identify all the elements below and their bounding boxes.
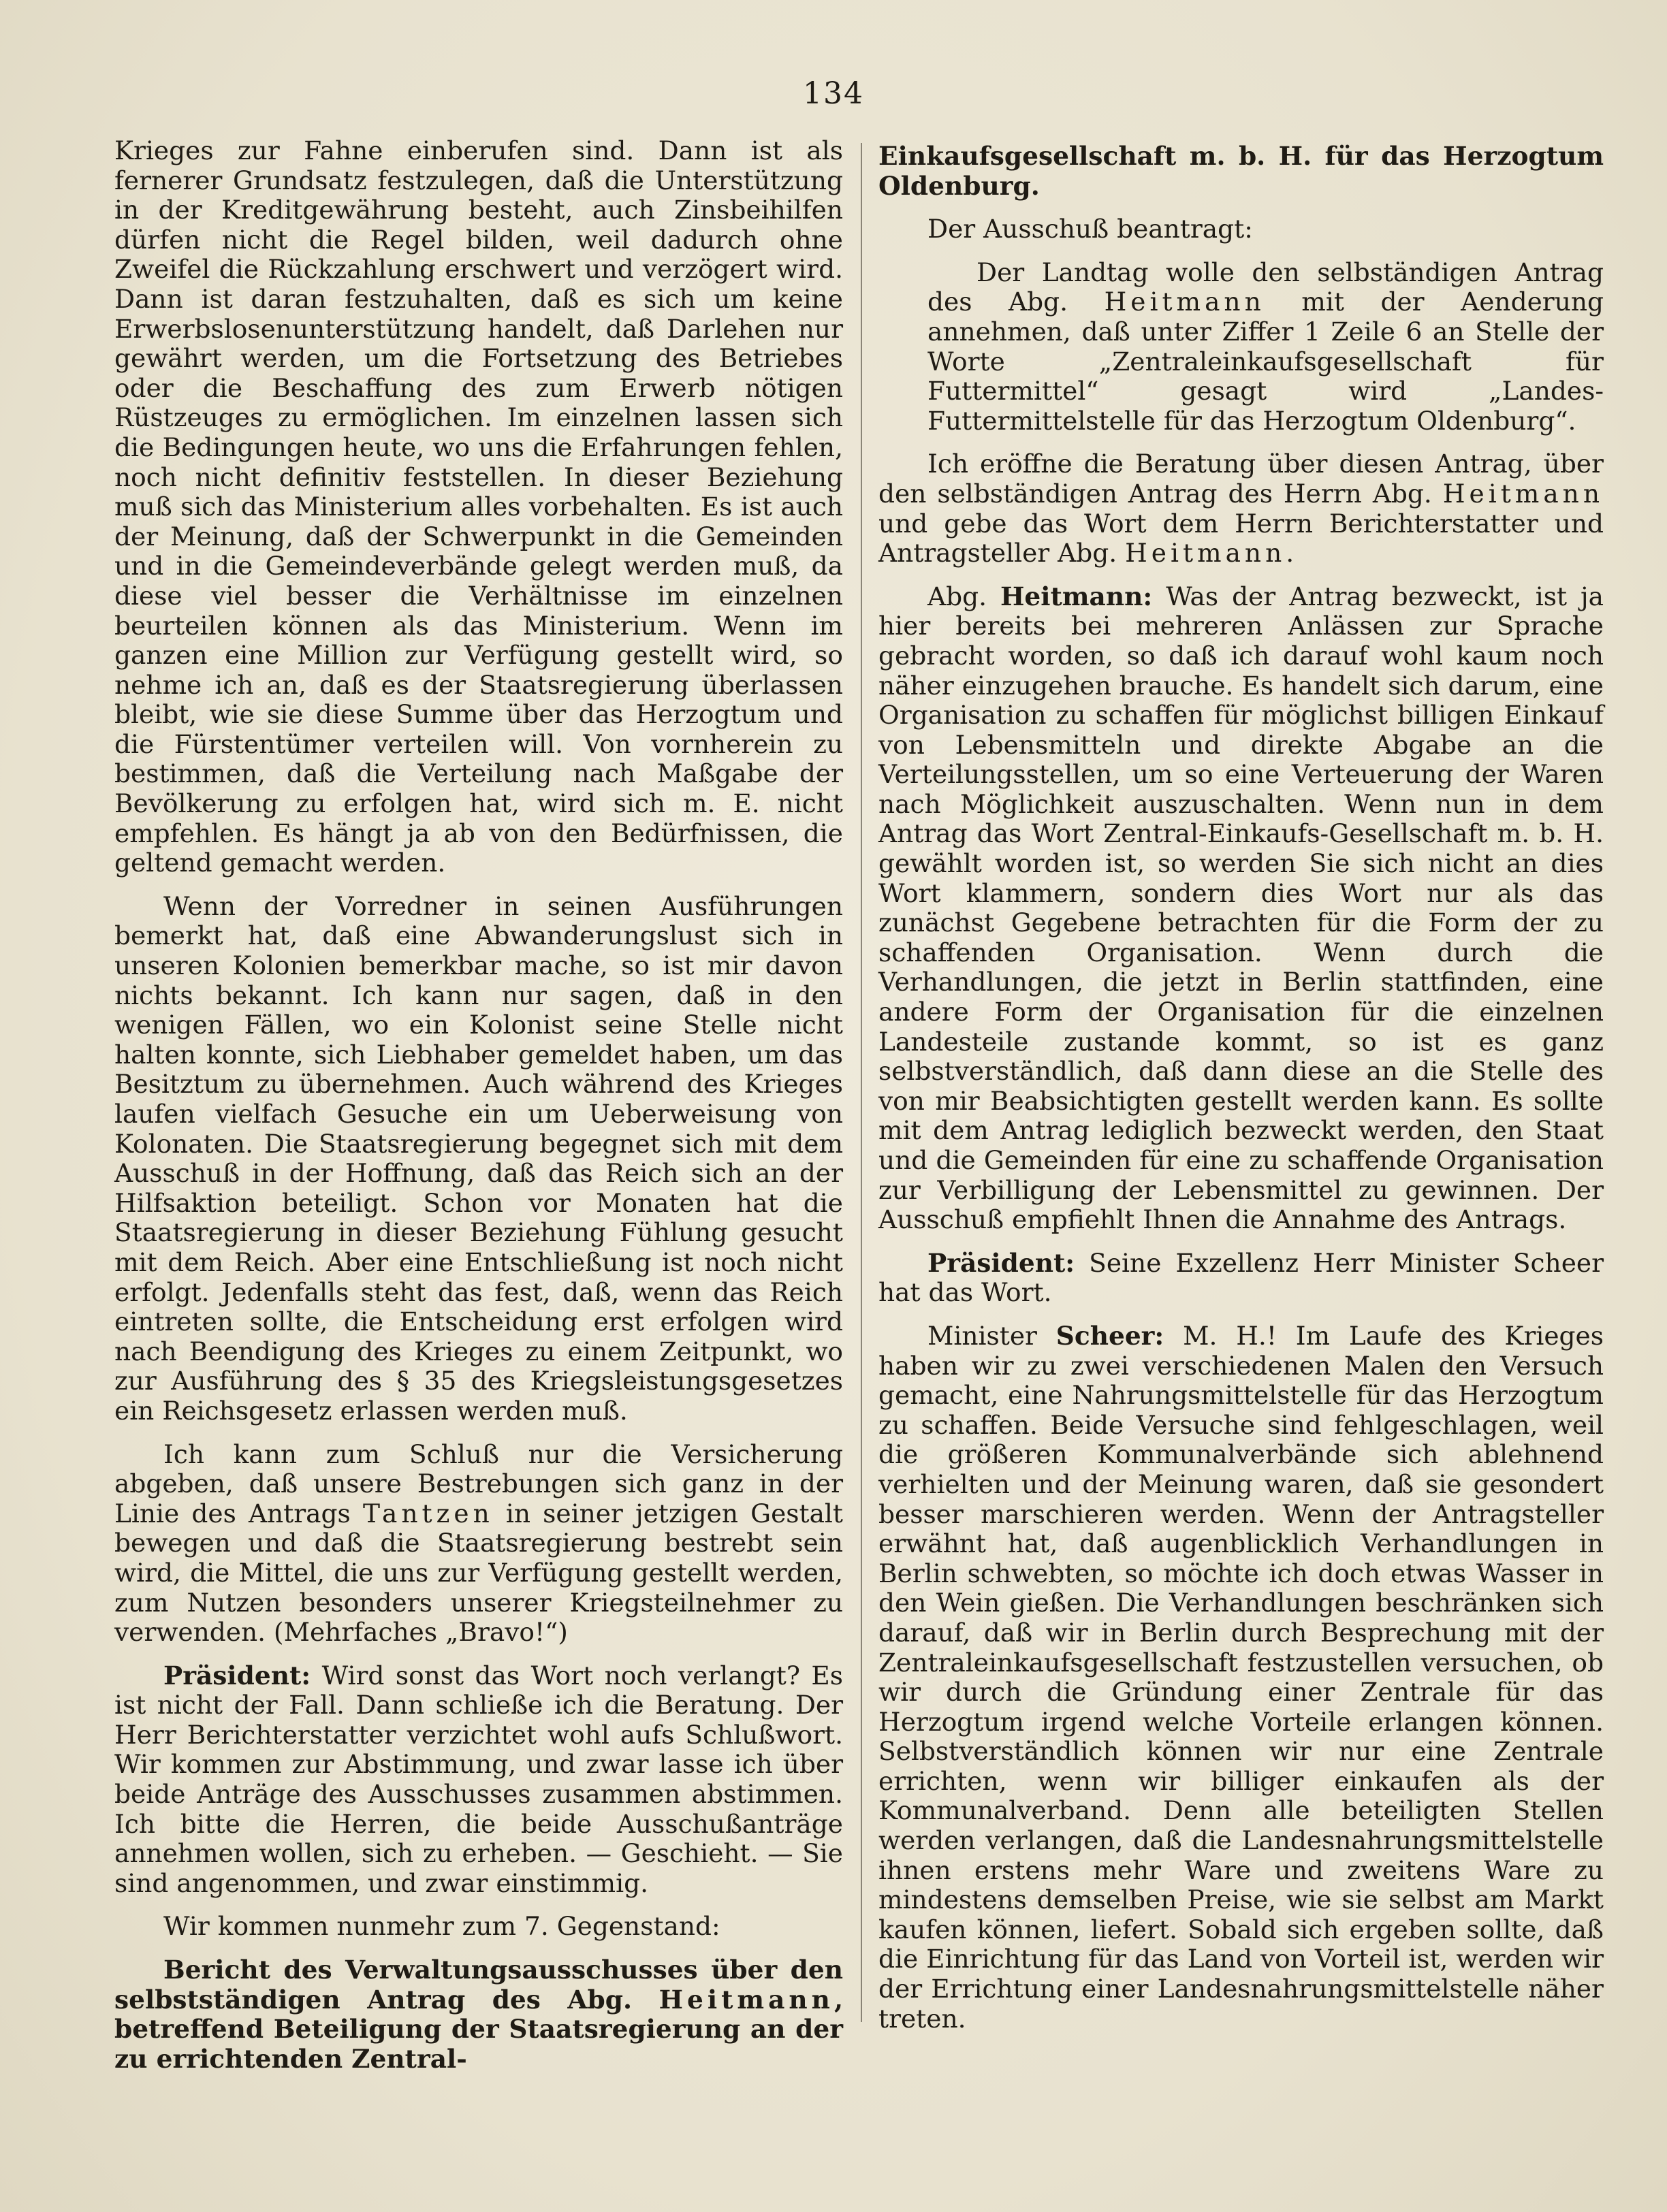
- speaker-label: Präsident:: [927, 1247, 1075, 1278]
- heading-text: , betreffend Beteiligung der Staatsregierung an der zu errichtenden Zentral-: [114, 1984, 843, 2074]
- paragraph-text: Seine Exzellenz Herr Minister Scheer hat das Wort.: [878, 1247, 1604, 1308]
- left-column: [114, 136, 843, 2087]
- paragraph-text: in seiner jetzigen Gestalt bewegen und daß die Staatsregierung bestrebt sein wird, die Mittel, die uns zur Verfügung gestellt werden, zum Nutzen besonders unserer Kriegsteilnehmer zu verwenden. (Mehrfaches „Bravo!“): [114, 1498, 843, 1648]
- paragraph: [114, 1440, 843, 1648]
- paragraph-text: mit der Aenderung annehmen, daß unter Ziffer 1 Zeile 6 an Stelle der Worte „Zentraleinkaufsgesellschaft für Futtermittel“ gesagt wird „Landes-Futtermittelstelle für das Herzogtum Oldenburg“.: [927, 287, 1604, 436]
- paragraph: Wenn der Vorredner in seinen Ausführungen bemerkt hat, daß eine Abwanderungslust sich in unseren Kolonien bemerkbar mache, so ist mir davon nichts bekannt. Ich kann nur sagen, daß in den wenigen Fällen, wo ein Kolonist seine Stelle nicht halten konnte, sich Liebhaber gemeldet haben, um das Besitztum zu übernehmen. Auch während des Krieges laufen vielfach Gesuche ein um Ueberweisung von Kolonaten. Die Staatsregierung begegnet sich mit dem Ausschuß in der Hoffnung, daß das Reich sich an der Hilfsaktion beteiligt. Schon vor Monaten hat die Staatsregierung in dieser Beziehung Fühlung gesucht mit dem Reich. Aber eine Entschließung ist noch nicht erfolgt. Jedenfalls steht das fest, daß, wenn das Reich eintreten sollte, die Entscheidung erst erfolgen wird nach Beendigung des Krieges zu einem Zeitpunkt, wo zur Ausführung des § 35 des Kriegsleistungsgesetzes ein Reichsgesetz erlassen werden muß.: [114, 891, 843, 1426]
- heading-text: Bericht des Verwaltungsausschusses über den selbstständigen Antrag des Abg.: [114, 1955, 843, 2015]
- agenda-heading-continued: Einkaufsgesellschaft m. b. H. für das Herzogtum Oldenburg.: [878, 141, 1604, 201]
- paragraph-text: Was der Antrag bezweckt, ist ja hier bereits bei mehreren Anlässen zur Sprache gebracht worden, so daß ich darauf wohl kaum noch näher einzugehen brauche. Es handelt sich darum, eine Organisation zu schaffen für möglichst billigen Einkauf von Lebensmitteln und direkte Abgabe an die Verteilungsstellen, um so eine Verteuerung der Waren nach Möglichkeit auszuschalten. Wenn nun in dem Antrag das Wort Zentral-Einkaufs-Gesellschaft m. b. H. gewählt worden ist, so werden Sie sich nicht an dies Wort klammern, sondern dies Wort nur als das zunächst Gegebene betrachten für die Form der zu schaffenden Organisation. Wenn durch die Verhandlungen, die jetzt in Berlin stattfinden, eine andere Form der Organisation für die einzelnen Landesteile zustande kommt, so ist es ganz selbstverständlich, daß dann diese an die Stelle des von mir Beabsichtigten gestellt werden kann. Es sollte mit dem Antrag lediglich bezweckt werden, den Staat und die Gemeinden für eine zu schaffende Organisation zur Verbilligung der Lebensmittel zu gewinnen. Der Ausschuß empfiehlt Ihnen die Annahme des Antrags.: [878, 581, 1604, 1235]
- paragraph: [878, 1249, 1604, 1308]
- speaker-label: Heitmann:: [1000, 581, 1153, 611]
- paragraph-text: Wird sonst das Wort noch verlangt? Es ist nicht der Fall. Dann schließe ich die Beratung. Der Herr Berichterstatter verzichtet wohl aufs Schlußwort. Wir kommen zur Abstimmung, und zwar lasse ich über beide Anträge des Ausschusses zusammen abstimmen. Ich bitte die Herren, die beide Ausschußanträge annehmen wollen, sich zu erheben. — Geschieht. — Sie sind angenommen, und zwar einstimmig.: [114, 1660, 843, 1898]
- right-column: [878, 136, 1604, 2047]
- paragraph: [878, 1321, 1604, 2034]
- paragraph-text: Der Landtag wolle den selbständigen Antrag des Abg.: [927, 257, 1604, 317]
- paragraph-text: Ich kann zum Schluß nur die Versicherung abgeben, daß unsere Bestrebungen sich ganz in der Linie des Antrags: [114, 1439, 843, 1528]
- person-name: Heitmann: [658, 1984, 834, 2015]
- person-name: Heitmann: [1125, 538, 1286, 568]
- person-name: Heitmann: [1442, 478, 1604, 509]
- paragraph: Wir kommen nunmehr zum 7. Gegenstand:: [163, 1911, 720, 1942]
- paragraph: [878, 449, 1604, 568]
- speaker-label: Präsident:: [163, 1660, 311, 1690]
- paragraph: Krieges zur Fahne einberufen sind. Dann ist als fernerer Grundsatz festzulegen, daß die Unterstützung in der Kreditgewährung besteht, auch Zinsbeihilfen dürfen nicht die Regel bilden, weil dadurch ohne Zweifel die Rückzahlung erschwert und verzögert wird. Dann ist daran festzuhalten, daß es sich um keine Erwerbslosenunterstützung handelt, daß Darlehen nur gewährt werden, um die Fortsetzung des Betriebes oder die Beschaffung des zum Erwerb nötigen Rüstzeuges zu ermöglichen. Im einzelnen lassen sich die Bedingungen heute, wo uns die Erfahrungen fehlen, noch nicht definitiv feststellen. In dieser Beziehung muß sich das Ministerium alles vorbehalten. Es ist auch der Meinung, daß der Schwerpunkt in die Gemeinden und in die Gemeindeverbände gelegt werden muß, da diese viel besser die Verhältnisse im einzelnen beurteilen können als das Ministerium. Wenn im ganzen eine Million zur Verfügung gestellt wird, so nehme ich an, daß es der Staatsregierung überlassen bleibt, wie sie diese Summe über das Herzogtum und die Fürstentümer verteilen will. Von vornherein zu bestimmen, daß die Verteilung nach Maßgabe der Bevölkerung zu erfolgen hat, wird sich m. E. nicht empfehlen. Es hängt ja ab von den Bedürfnissen, die geltend gemacht werden.: [114, 135, 843, 878]
- speaker-prefix: Minister: [927, 1320, 1056, 1351]
- paragraph-text: M. H.! Im Laufe des Krieges haben wir zu zwei verschiedenen Malen den Versuch gemacht, eine Nahrungsmittelstelle für das Herzogtum zu schaffen. Beide Versuche sind fehlgeschlagen, weil die größeren Kommunalverbände sich ablehnend verhielten und der Meinung waren, daß sie gesondert besser marschieren werden. Wenn der Antragsteller erwähnt hat, daß augenblicklich Verhandlungen in Berlin schwebten, so möchte ich doch etwas Wasser in den Wein gießen. Die Verhandlungen beschränken sich darauf, daß wir in Berlin durch Besprechung mit der Zentraleinkaufsgesellschaft festzustellen versuchen, ob wir durch die Gründung einer Zentrale für das Herzogtum irgend welche Vorteile erlangen können. Selbstverständlich können wir nur eine Zentrale errichten, wenn wir billiger einkaufen als der Kommunalverband. Denn alle beteiligten Stellen werden verlangen, daß die Landesnahrungsmittelstelle ihnen erstens mehr Ware und zweitens Ware zu mindestens demselben Preise, wie sie selbst am Markt kaufen können, liefert. Sobald sich ergeben sollte, daß die Einrichtung für das Land von Vorteil ist, werden wir der Errichtung einer Landesnahrungsmittelstelle näher treten.: [878, 1320, 1604, 2034]
- paragraph: [114, 1661, 843, 1899]
- agenda-heading: [114, 1955, 843, 2074]
- paragraph: Der Ausschuß beantragt:: [927, 214, 1253, 244]
- motion-text: [927, 258, 1604, 436]
- paragraph-text: .: [1286, 538, 1295, 568]
- paragraph-text: Ich eröffne die Beratung über diesen Antrag, über den selbständigen Antrag des Herrn Abg.: [878, 449, 1604, 509]
- page-number: 134: [803, 76, 864, 111]
- person-name: Tantzen: [362, 1498, 494, 1528]
- speaker-prefix: Abg.: [927, 581, 1000, 611]
- paragraph: [878, 582, 1604, 1235]
- paragraph-text: und gebe das Wort dem Herrn Berichterstatter und Antragsteller Abg.: [878, 508, 1604, 568]
- person-name: Heitmann: [1104, 287, 1265, 317]
- speaker-label: Scheer:: [1055, 1320, 1164, 1351]
- column-divider: [861, 143, 862, 2022]
